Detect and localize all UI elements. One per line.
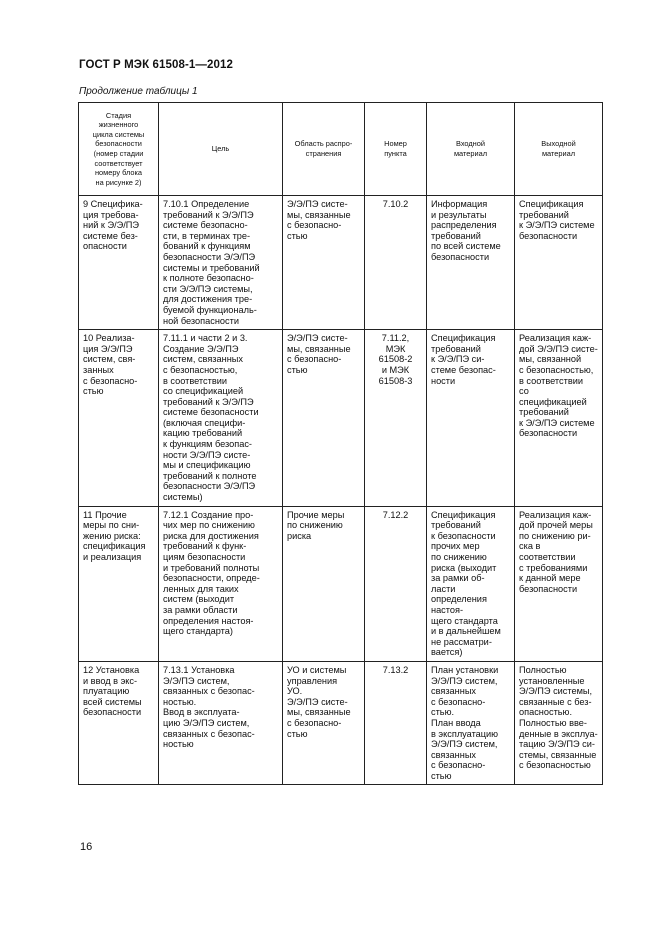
cell-goal: 7.10.1 Определение требований к Э/Э/ПЭ системе безопасно- сти, в терминах тре- бований к функциям безопасности Э/Э/ПЭ системы и требований к полноте безопасно- сти Э/Э/ПЭ системы, для достижения тре- буемой функциональ- ной безопасности (159, 196, 283, 330)
table-row (79, 330, 603, 507)
table-row (79, 506, 603, 661)
cell-input: Информация и результаты распределения требований по всей системе безопасности (427, 196, 515, 330)
cell-output: Полностью установленные Э/Э/ПЭ системы, связанные с без- опасностью. Полностью вве- денные в эксплуа- тацию Э/Э/ПЭ си- стемы, связанные с безопасностью (515, 661, 603, 785)
cell-goal: 7.13.1 Установка Э/Э/ПЭ систем, связанных с безопас- ностью. Ввод в эксплуата- цию Э/Э/ПЭ систем, связанных с безопас- ностью (159, 661, 283, 785)
cell-scope: Прочие меры по снижению риска (283, 506, 365, 661)
cell-input: Спецификация требований к Э/Э/ПЭ си- стеме безопас- ности (427, 330, 515, 507)
cell-stage: 11 Прочие меры по сни- жению риска: спецификация и реализация (79, 506, 159, 661)
cell-stage: 10 Реализа- ция Э/Э/ПЭ систем, свя- занных с безопасно- стью (79, 330, 159, 507)
cell-goal: 7.12.1 Создание про- чих мер по снижению риска для достижения требований к функ- циям безопасности и требований полноты безопасности, опреде- ленных для таких систем (выходит за рамки области определения настоя- щего стандарта) (159, 506, 283, 661)
cell-stage: 12 Установка и ввод в экс- плуатацию всей системы безопасности (79, 661, 159, 785)
page-number: 16 (80, 841, 93, 853)
cell-scope: УО и системы управления УО. Э/Э/ПЭ систе- мы, связанные с безопасно- стью (283, 661, 365, 785)
table-row (79, 661, 603, 785)
document-title: ГОСТ Р МЭК 61508-1—2012 (79, 59, 233, 71)
cell-clause: 7.12.2 (365, 506, 427, 661)
column-header-output: Выходной материал (515, 103, 603, 196)
cell-input: План установки Э/Э/ПЭ систем, связанных с безопасно- стью. План ввода в эксплуатацию Э/Э/ПЭ систем, связанных с безопасно- стью (427, 661, 515, 785)
lifecycle-table (78, 102, 603, 785)
cell-output: Спецификация требований к Э/Э/ПЭ системе безопасности (515, 196, 603, 330)
column-header-stage: Стадия жизненного цикла системы безопасности (номер стадии соответствует номеру блока на рисунке 2) (79, 103, 159, 196)
cell-stage: 9 Спецификa- ция требова- ний к Э/Э/ПЭ системе без- опасности (79, 196, 159, 330)
table-header-row (79, 103, 603, 196)
cell-output: Реализация каж- дой прочей меры по снижению ри- ска в соответствии с требованиями к данной мере безопасности (515, 506, 603, 661)
cell-goal: 7.11.1 и части 2 и 3. Создание Э/Э/ПЭ систем, связанных с безопасностью, в соответствии со спецификацией требований к Э/Э/ПЭ системе безопасности (включая специфи- кацию требований к функциям безопас- ности Э/Э/ПЭ систе- мы и спецификацию требований к полноте безопасности Э/Э/ПЭ системы) (159, 330, 283, 507)
cell-clause: 7.11.2, МЭК 61508-2 и МЭК 61508-3 (365, 330, 427, 507)
cell-input: Спецификация требований к безопасности прочих мер по снижению риска (выходит за рамки об- ласти определения настоя- щего стандарта и в дальнейшем не рассматри- вается) (427, 506, 515, 661)
column-header-input: Входной материал (427, 103, 515, 196)
table-caption: Продолжение таблицы 1 (79, 86, 198, 97)
cell-clause: 7.10.2 (365, 196, 427, 330)
cell-scope: Э/Э/ПЭ систе- мы, связанные с безопасно- стью (283, 330, 365, 507)
column-header-scope: Область распро- странения (283, 103, 365, 196)
cell-clause: 7.13.2 (365, 661, 427, 785)
cell-output: Реализация каж- дой Э/Э/ПЭ систе- мы, связанной с безопасностью, в соответствии со спецификацией требований к Э/Э/ПЭ системе безопасности (515, 330, 603, 507)
table-row (79, 196, 603, 330)
column-header-clause: Номер пункта (365, 103, 427, 196)
cell-scope: Э/Э/ПЭ систе- мы, связанные с безопасно- стью (283, 196, 365, 330)
column-header-goal: Цель (159, 103, 283, 196)
